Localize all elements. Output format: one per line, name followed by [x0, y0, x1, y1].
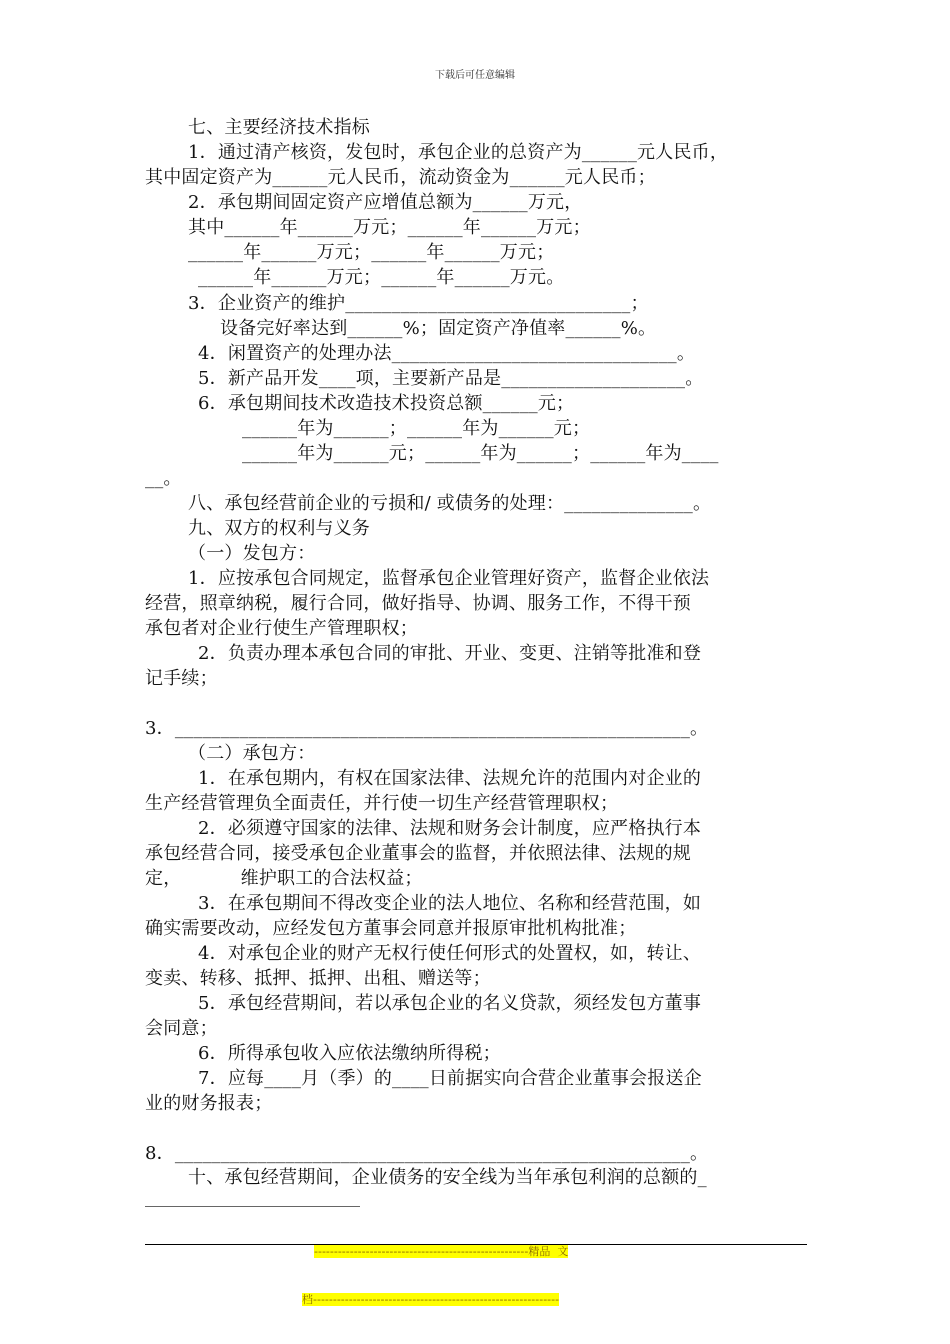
paragraph-line: 设备完好率达到______%；固定资产净值率______%。: [220, 318, 657, 339]
paragraph-line: 3．________________________________________________________。: [145, 718, 709, 739]
paragraph-line: 定， 维护职工的合法权益；: [145, 868, 423, 889]
section-heading-8: 八、承包经营前企业的亏损和/ 或债务的处理：______________。: [188, 493, 712, 514]
paragraph-line: 记手续；: [145, 668, 218, 689]
section-heading-10: 十、承包经营期间，企业债务的安全线为当年承包利润的总额的_: [188, 1167, 707, 1188]
paragraph-line: 1．通过清产核资，发包时，承包企业的总资产为______元人民币，: [188, 142, 729, 163]
paragraph-line: 5．新产品开发____项，主要新产品是____________________。: [198, 368, 704, 389]
paragraph-line: 其中______年______万元；______年______万元；: [188, 217, 591, 238]
section-heading-7: 七、主要经济技术指标: [188, 117, 370, 138]
paragraph-line: ______年______万元；______年______万元。: [198, 267, 565, 288]
paragraph-line: ______年______万元；______年______万元；: [188, 242, 555, 263]
paragraph-line: 4．对承包企业的财产无权行使任何形式的处置权，如，转让、: [198, 943, 702, 964]
paragraph-line: ______年为______元；______年为______；______年为____: [242, 443, 719, 464]
blank-underline: [145, 1206, 360, 1207]
paragraph-line: 4．闲置资产的处理办法_______________________________。: [198, 343, 696, 364]
paragraph-line: 承包者对企业行使生产管理职权；: [145, 618, 418, 639]
paragraph-line: 5．承包经营期间，若以承包企业的名义贷款，须经发包方董事: [198, 993, 702, 1014]
paragraph-line: 1．应按承包合同规定，监督承包企业管理好资产，监督企业依法: [188, 568, 710, 589]
paragraph-line: 7．应每____月（季）的____日前据实向合营企业董事会报送企: [198, 1068, 702, 1089]
paragraph-line: 其中固定资产为______元人民币，流动资金为______元人民币；: [145, 167, 656, 188]
paragraph-line: ______年为______；______年为______元；: [242, 418, 591, 439]
page-header: 下载后可任意编辑: [435, 70, 515, 81]
paragraph-line: 3．在承包期间不得改变企业的法人地位、名称和经营范围，如: [198, 893, 702, 914]
paragraph-line: 1．在承包期内，有权在国家法律、法规允许的范围内对企业的: [198, 768, 702, 789]
paragraph-line: 2．承包期间固定资产应增值总额为______万元，: [188, 192, 583, 213]
paragraph-line: 承包经营合同，接受承包企业董事会的监督，并依照法律、法规的规: [145, 843, 691, 864]
footer-divider: [145, 1244, 807, 1245]
footer-line-1: ------------------------------------------------------精品 文: [314, 1245, 569, 1258]
paragraph-line: 6．承包期间技术改造技术投资总额______元；: [198, 393, 575, 414]
page-footer: [302, 1212, 652, 1324]
subsection-heading: （一）发包方：: [188, 543, 316, 564]
paragraph-line: 3．企业资产的维护_______________________________；: [188, 293, 649, 314]
paragraph-line: 经营，照章纳税，履行合同，做好指导、协调、服务工作，不得干预: [145, 593, 691, 614]
subsection-heading: （二）承包方：: [188, 743, 316, 764]
paragraph-line: 2．负责办理本承包合同的审批、开业、变更、注销等批准和登: [198, 643, 702, 664]
paragraph-line: 6．所得承包收入应依法缴纳所得税；: [198, 1043, 501, 1064]
paragraph-line: 确实需要改动，应经发包方董事会同意并报原审批机构批准；: [145, 918, 637, 939]
paragraph-line: 变卖、转移、抵押、抵押、出租、赠送等；: [145, 968, 491, 989]
paragraph-line: 会同意；: [145, 1018, 218, 1039]
paragraph-line: 8．________________________________________________________。: [145, 1143, 709, 1164]
paragraph-line: __。: [145, 468, 182, 489]
paragraph-line: 2．必须遵守国家的法律、法规和财务会计制度，应严格执行本: [198, 818, 702, 839]
footer-line-2: 档--------------------------------------------------------------: [302, 1293, 560, 1306]
section-heading-9: 九、双方的权利与义务: [188, 518, 370, 539]
paragraph-line: 业的财务报表；: [145, 1093, 273, 1114]
paragraph-line: 生产经营管理负全面责任，并行使一切生产经营管理职权；: [145, 793, 619, 814]
